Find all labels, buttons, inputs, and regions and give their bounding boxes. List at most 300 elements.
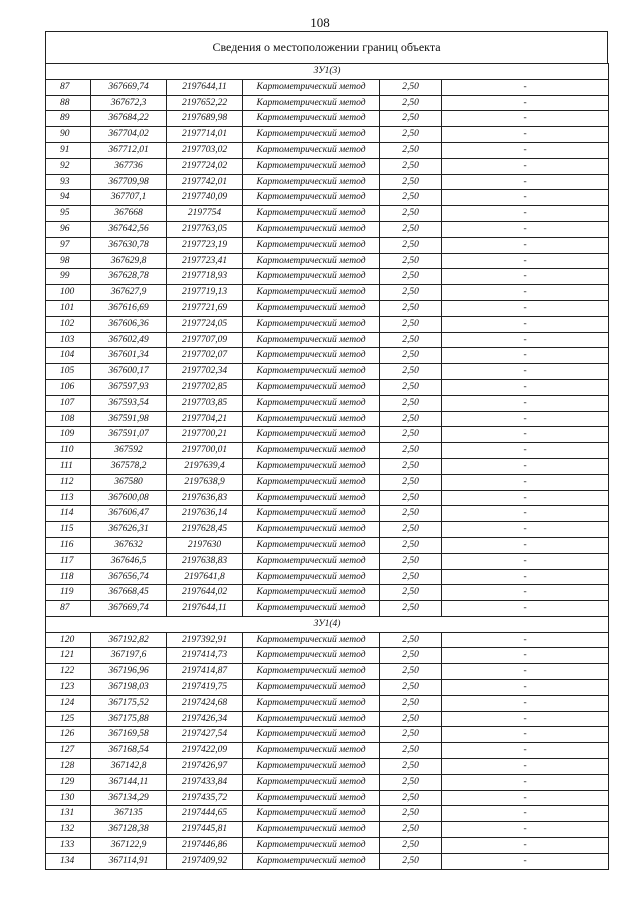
table-row bbox=[46, 632, 609, 648]
table-row bbox=[46, 806, 609, 822]
table-row bbox=[46, 237, 609, 253]
point-number-cell: 100 bbox=[46, 285, 91, 301]
accuracy-cell: 2,50 bbox=[380, 664, 442, 680]
boundary-coordinates-table bbox=[45, 63, 609, 870]
point-number-cell: 130 bbox=[46, 790, 91, 806]
x-coordinate-cell: 367197,6 bbox=[91, 648, 167, 664]
method-cell: Картометрический метод bbox=[243, 743, 380, 759]
method-cell: Картометрический метод bbox=[243, 379, 380, 395]
x-coordinate-cell: 367656,74 bbox=[91, 569, 167, 585]
description-cell: - bbox=[442, 253, 609, 269]
accuracy-cell: 2,50 bbox=[380, 300, 442, 316]
table-row bbox=[46, 158, 609, 174]
method-cell: Картометрический метод bbox=[243, 522, 380, 538]
point-number-cell: 120 bbox=[46, 632, 91, 648]
method-cell: Картометрический метод bbox=[243, 221, 380, 237]
table-row bbox=[46, 190, 609, 206]
table-row bbox=[46, 332, 609, 348]
x-coordinate-cell: 367642,56 bbox=[91, 221, 167, 237]
accuracy-cell: 2,50 bbox=[380, 221, 442, 237]
description-cell: - bbox=[442, 95, 609, 111]
table-row bbox=[46, 95, 609, 111]
description-cell: - bbox=[442, 379, 609, 395]
y-coordinate-cell: 2197630 bbox=[167, 537, 243, 553]
method-cell: Картометрический метод bbox=[243, 711, 380, 727]
accuracy-cell: 2,50 bbox=[380, 743, 442, 759]
method-cell: Картометрический метод bbox=[243, 853, 380, 869]
description-cell: - bbox=[442, 237, 609, 253]
y-coordinate-cell: 2197740,09 bbox=[167, 190, 243, 206]
description-cell: - bbox=[442, 316, 609, 332]
point-number-cell: 114 bbox=[46, 506, 91, 522]
method-cell: Картометрический метод bbox=[243, 237, 380, 253]
method-cell: Картометрический метод bbox=[243, 695, 380, 711]
description-cell: - bbox=[442, 490, 609, 506]
table-row bbox=[46, 285, 609, 301]
accuracy-cell: 2,50 bbox=[380, 569, 442, 585]
description-cell: - bbox=[442, 458, 609, 474]
accuracy-cell: 2,50 bbox=[380, 806, 442, 822]
method-cell: Картометрический метод bbox=[243, 838, 380, 854]
table-row bbox=[46, 522, 609, 538]
group-name: ЗУ1(3) bbox=[46, 64, 609, 80]
accuracy-cell: 2,50 bbox=[380, 411, 442, 427]
x-coordinate-cell: 367591,98 bbox=[91, 411, 167, 427]
accuracy-cell: 2,50 bbox=[380, 190, 442, 206]
table-row bbox=[46, 695, 609, 711]
description-cell: - bbox=[442, 158, 609, 174]
table-row bbox=[46, 127, 609, 143]
description-cell: - bbox=[442, 853, 609, 869]
method-cell: Картометрический метод bbox=[243, 506, 380, 522]
y-coordinate-cell: 2197427,54 bbox=[167, 727, 243, 743]
y-coordinate-cell: 2197426,97 bbox=[167, 759, 243, 775]
x-coordinate-cell: 367592 bbox=[91, 443, 167, 459]
point-number-cell: 106 bbox=[46, 379, 91, 395]
page-number: 108 bbox=[310, 15, 330, 30]
table-row bbox=[46, 411, 609, 427]
x-coordinate-cell: 367600,08 bbox=[91, 490, 167, 506]
table-row bbox=[46, 364, 609, 380]
x-coordinate-cell: 367627,9 bbox=[91, 285, 167, 301]
accuracy-cell: 2,50 bbox=[380, 695, 442, 711]
table-row bbox=[46, 269, 609, 285]
x-coordinate-cell: 367668 bbox=[91, 206, 167, 222]
accuracy-cell: 2,50 bbox=[380, 111, 442, 127]
table-row bbox=[46, 711, 609, 727]
x-coordinate-cell: 367134,29 bbox=[91, 790, 167, 806]
x-coordinate-cell: 367669,74 bbox=[91, 601, 167, 617]
table-row bbox=[46, 790, 609, 806]
table-row bbox=[46, 822, 609, 838]
point-number-cell: 128 bbox=[46, 759, 91, 775]
y-coordinate-cell: 2197754 bbox=[167, 206, 243, 222]
description-cell: - bbox=[442, 395, 609, 411]
description-cell: - bbox=[442, 285, 609, 301]
table-row bbox=[46, 316, 609, 332]
point-number-cell: 113 bbox=[46, 490, 91, 506]
y-coordinate-cell: 2197652,22 bbox=[167, 95, 243, 111]
description-cell: - bbox=[442, 806, 609, 822]
x-coordinate-cell: 367114,91 bbox=[91, 853, 167, 869]
point-number-cell: 123 bbox=[46, 680, 91, 696]
x-coordinate-cell: 367712,01 bbox=[91, 142, 167, 158]
y-coordinate-cell: 2197703,85 bbox=[167, 395, 243, 411]
table-row bbox=[46, 853, 609, 869]
accuracy-cell: 2,50 bbox=[380, 774, 442, 790]
point-number-cell: 110 bbox=[46, 443, 91, 459]
method-cell: Картометрический метод bbox=[243, 806, 380, 822]
method-cell: Картометрический метод bbox=[243, 348, 380, 364]
method-cell: Картометрический метод bbox=[243, 395, 380, 411]
accuracy-cell: 2,50 bbox=[380, 285, 442, 301]
method-cell: Картометрический метод bbox=[243, 774, 380, 790]
x-coordinate-cell: 367169,58 bbox=[91, 727, 167, 743]
point-number-cell: 98 bbox=[46, 253, 91, 269]
x-coordinate-cell: 367580 bbox=[91, 474, 167, 490]
description-cell: - bbox=[442, 664, 609, 680]
accuracy-cell: 2,50 bbox=[380, 427, 442, 443]
accuracy-cell: 2,50 bbox=[380, 680, 442, 696]
table-row bbox=[46, 838, 609, 854]
method-cell: Картометрический метод bbox=[243, 190, 380, 206]
method-cell: Картометрический метод bbox=[243, 632, 380, 648]
y-coordinate-cell: 2197644,11 bbox=[167, 601, 243, 617]
description-cell: - bbox=[442, 348, 609, 364]
y-coordinate-cell: 2197409,92 bbox=[167, 853, 243, 869]
method-cell: Картометрический метод bbox=[243, 411, 380, 427]
description-cell: - bbox=[442, 790, 609, 806]
y-coordinate-cell: 2197718,93 bbox=[167, 269, 243, 285]
accuracy-cell: 2,50 bbox=[380, 206, 442, 222]
description-cell: - bbox=[442, 680, 609, 696]
point-number-cell: 121 bbox=[46, 648, 91, 664]
x-coordinate-cell: 367684,22 bbox=[91, 111, 167, 127]
description-cell: - bbox=[442, 727, 609, 743]
method-cell: Картометрический метод bbox=[243, 759, 380, 775]
point-number-cell: 107 bbox=[46, 395, 91, 411]
y-coordinate-cell: 2197707,09 bbox=[167, 332, 243, 348]
y-coordinate-cell: 2197424,68 bbox=[167, 695, 243, 711]
accuracy-cell: 2,50 bbox=[380, 790, 442, 806]
accuracy-cell: 2,50 bbox=[380, 537, 442, 553]
table-row bbox=[46, 206, 609, 222]
point-number-cell: 99 bbox=[46, 269, 91, 285]
description-cell: - bbox=[442, 506, 609, 522]
x-coordinate-cell: 367606,47 bbox=[91, 506, 167, 522]
x-coordinate-cell: 367672,3 bbox=[91, 95, 167, 111]
point-number-cell: 101 bbox=[46, 300, 91, 316]
table-row bbox=[46, 174, 609, 190]
point-number-cell: 116 bbox=[46, 537, 91, 553]
y-coordinate-cell: 2197426,34 bbox=[167, 711, 243, 727]
method-cell: Картометрический метод bbox=[243, 95, 380, 111]
x-coordinate-cell: 367646,5 bbox=[91, 553, 167, 569]
description-cell: - bbox=[442, 190, 609, 206]
description-cell: - bbox=[442, 142, 609, 158]
point-number-cell: 131 bbox=[46, 806, 91, 822]
table-row bbox=[46, 743, 609, 759]
point-number-cell: 118 bbox=[46, 569, 91, 585]
point-number-cell: 89 bbox=[46, 111, 91, 127]
point-number-cell: 92 bbox=[46, 158, 91, 174]
point-number-cell: 124 bbox=[46, 695, 91, 711]
accuracy-cell: 2,50 bbox=[380, 95, 442, 111]
table-row bbox=[46, 300, 609, 316]
method-cell: Картометрический метод bbox=[243, 142, 380, 158]
table-row bbox=[46, 474, 609, 490]
table-row bbox=[46, 774, 609, 790]
x-coordinate-cell: 367626,31 bbox=[91, 522, 167, 538]
description-cell: - bbox=[442, 300, 609, 316]
table-row bbox=[46, 664, 609, 680]
accuracy-cell: 2,50 bbox=[380, 364, 442, 380]
y-coordinate-cell: 2197721,69 bbox=[167, 300, 243, 316]
description-cell: - bbox=[442, 822, 609, 838]
y-coordinate-cell: 2197641,8 bbox=[167, 569, 243, 585]
point-number-cell: 104 bbox=[46, 348, 91, 364]
y-coordinate-cell: 2197644,02 bbox=[167, 585, 243, 601]
accuracy-cell: 2,50 bbox=[380, 759, 442, 775]
method-cell: Картометрический метод bbox=[243, 158, 380, 174]
point-number-cell: 117 bbox=[46, 553, 91, 569]
x-coordinate-cell: 367142,8 bbox=[91, 759, 167, 775]
point-number-cell: 94 bbox=[46, 190, 91, 206]
accuracy-cell: 2,50 bbox=[380, 379, 442, 395]
accuracy-cell: 2,50 bbox=[380, 553, 442, 569]
table-row bbox=[46, 727, 609, 743]
x-coordinate-cell: 367175,52 bbox=[91, 695, 167, 711]
y-coordinate-cell: 2197414,73 bbox=[167, 648, 243, 664]
y-coordinate-cell: 2197644,11 bbox=[167, 79, 243, 95]
method-cell: Картометрический метод bbox=[243, 300, 380, 316]
description-cell: - bbox=[442, 553, 609, 569]
accuracy-cell: 2,50 bbox=[380, 474, 442, 490]
y-coordinate-cell: 2197638,9 bbox=[167, 474, 243, 490]
y-coordinate-cell: 2197723,19 bbox=[167, 237, 243, 253]
method-cell: Картометрический метод bbox=[243, 364, 380, 380]
x-coordinate-cell: 367630,78 bbox=[91, 237, 167, 253]
x-coordinate-cell: 367707,1 bbox=[91, 190, 167, 206]
table-row bbox=[46, 458, 609, 474]
y-coordinate-cell: 2197714,01 bbox=[167, 127, 243, 143]
y-coordinate-cell: 2197639,4 bbox=[167, 458, 243, 474]
y-coordinate-cell: 2197636,14 bbox=[167, 506, 243, 522]
point-number-cell: 103 bbox=[46, 332, 91, 348]
y-coordinate-cell: 2197638,83 bbox=[167, 553, 243, 569]
method-cell: Картометрический метод bbox=[243, 648, 380, 664]
x-coordinate-cell: 367591,07 bbox=[91, 427, 167, 443]
accuracy-cell: 2,50 bbox=[380, 316, 442, 332]
description-cell: - bbox=[442, 537, 609, 553]
method-cell: Картометрический метод bbox=[243, 111, 380, 127]
table-row bbox=[46, 601, 609, 617]
method-cell: Картометрический метод bbox=[243, 822, 380, 838]
x-coordinate-cell: 367175,88 bbox=[91, 711, 167, 727]
description-cell: - bbox=[442, 632, 609, 648]
table-body bbox=[46, 64, 609, 870]
method-cell: Картометрический метод bbox=[243, 332, 380, 348]
description-cell: - bbox=[442, 522, 609, 538]
accuracy-cell: 2,50 bbox=[380, 522, 442, 538]
method-cell: Картометрический метод bbox=[243, 443, 380, 459]
description-cell: - bbox=[442, 269, 609, 285]
x-coordinate-cell: 367704,02 bbox=[91, 127, 167, 143]
table-row bbox=[46, 506, 609, 522]
accuracy-cell: 2,50 bbox=[380, 253, 442, 269]
accuracy-cell: 2,50 bbox=[380, 127, 442, 143]
description-cell: - bbox=[442, 648, 609, 664]
y-coordinate-cell: 2197704,21 bbox=[167, 411, 243, 427]
description-cell: - bbox=[442, 743, 609, 759]
accuracy-cell: 2,50 bbox=[380, 443, 442, 459]
accuracy-cell: 2,50 bbox=[380, 142, 442, 158]
table-row bbox=[46, 490, 609, 506]
table-row bbox=[46, 553, 609, 569]
y-coordinate-cell: 2197702,07 bbox=[167, 348, 243, 364]
accuracy-cell: 2,50 bbox=[380, 648, 442, 664]
point-number-cell: 111 bbox=[46, 458, 91, 474]
point-number-cell: 119 bbox=[46, 585, 91, 601]
y-coordinate-cell: 2197702,34 bbox=[167, 364, 243, 380]
accuracy-cell: 2,50 bbox=[380, 632, 442, 648]
x-coordinate-cell: 367135 bbox=[91, 806, 167, 822]
description-cell: - bbox=[442, 364, 609, 380]
description-cell: - bbox=[442, 111, 609, 127]
y-coordinate-cell: 2197719,13 bbox=[167, 285, 243, 301]
method-cell: Картометрический метод bbox=[243, 537, 380, 553]
method-cell: Картометрический метод bbox=[243, 474, 380, 490]
method-cell: Картометрический метод bbox=[243, 79, 380, 95]
x-coordinate-cell: 367600,17 bbox=[91, 364, 167, 380]
accuracy-cell: 2,50 bbox=[380, 853, 442, 869]
point-number-cell: 102 bbox=[46, 316, 91, 332]
method-cell: Картометрический метод bbox=[243, 664, 380, 680]
method-cell: Картометрический метод bbox=[243, 285, 380, 301]
description-cell: - bbox=[442, 569, 609, 585]
method-cell: Картометрический метод bbox=[243, 680, 380, 696]
x-coordinate-cell: 367168,54 bbox=[91, 743, 167, 759]
point-number-cell: 134 bbox=[46, 853, 91, 869]
table-row bbox=[46, 585, 609, 601]
x-coordinate-cell: 367122,9 bbox=[91, 838, 167, 854]
x-coordinate-cell: 367192,82 bbox=[91, 632, 167, 648]
method-cell: Картометрический метод bbox=[243, 174, 380, 190]
description-cell: - bbox=[442, 206, 609, 222]
y-coordinate-cell: 2197724,02 bbox=[167, 158, 243, 174]
x-coordinate-cell: 367616,69 bbox=[91, 300, 167, 316]
point-number-cell: 127 bbox=[46, 743, 91, 759]
table-title: Сведения о местоположении границ объекта bbox=[45, 31, 608, 63]
accuracy-cell: 2,50 bbox=[380, 585, 442, 601]
x-coordinate-cell: 367128,38 bbox=[91, 822, 167, 838]
table-row bbox=[46, 142, 609, 158]
accuracy-cell: 2,50 bbox=[380, 237, 442, 253]
description-cell: - bbox=[442, 774, 609, 790]
y-coordinate-cell: 2197636,83 bbox=[167, 490, 243, 506]
method-cell: Картометрический метод bbox=[243, 601, 380, 617]
accuracy-cell: 2,50 bbox=[380, 79, 442, 95]
x-coordinate-cell: 367669,74 bbox=[91, 79, 167, 95]
y-coordinate-cell: 2197700,01 bbox=[167, 443, 243, 459]
y-coordinate-cell: 2197689,98 bbox=[167, 111, 243, 127]
table-row bbox=[46, 253, 609, 269]
description-cell: - bbox=[442, 838, 609, 854]
description-cell: - bbox=[442, 601, 609, 617]
y-coordinate-cell: 2197703,02 bbox=[167, 142, 243, 158]
y-coordinate-cell: 2197723,41 bbox=[167, 253, 243, 269]
accuracy-cell: 2,50 bbox=[380, 458, 442, 474]
y-coordinate-cell: 2197702,85 bbox=[167, 379, 243, 395]
y-coordinate-cell: 2197392,91 bbox=[167, 632, 243, 648]
accuracy-cell: 2,50 bbox=[380, 838, 442, 854]
method-cell: Картометрический метод bbox=[243, 727, 380, 743]
x-coordinate-cell: 367736 bbox=[91, 158, 167, 174]
group-header-row bbox=[46, 64, 609, 80]
accuracy-cell: 2,50 bbox=[380, 269, 442, 285]
x-coordinate-cell: 367602,49 bbox=[91, 332, 167, 348]
description-cell: - bbox=[442, 79, 609, 95]
point-number-cell: 108 bbox=[46, 411, 91, 427]
x-coordinate-cell: 367606,36 bbox=[91, 316, 167, 332]
y-coordinate-cell: 2197419,75 bbox=[167, 680, 243, 696]
accuracy-cell: 2,50 bbox=[380, 332, 442, 348]
point-number-cell: 90 bbox=[46, 127, 91, 143]
description-cell: - bbox=[442, 174, 609, 190]
description-cell: - bbox=[442, 127, 609, 143]
x-coordinate-cell: 367668,45 bbox=[91, 585, 167, 601]
accuracy-cell: 2,50 bbox=[380, 490, 442, 506]
point-number-cell: 91 bbox=[46, 142, 91, 158]
method-cell: Картометрический метод bbox=[243, 427, 380, 443]
table-row bbox=[46, 395, 609, 411]
x-coordinate-cell: 367628,78 bbox=[91, 269, 167, 285]
table-row bbox=[46, 648, 609, 664]
accuracy-cell: 2,50 bbox=[380, 727, 442, 743]
x-coordinate-cell: 367144,11 bbox=[91, 774, 167, 790]
description-cell: - bbox=[442, 443, 609, 459]
point-number-cell: 95 bbox=[46, 206, 91, 222]
accuracy-cell: 2,50 bbox=[380, 348, 442, 364]
point-number-cell: 115 bbox=[46, 522, 91, 538]
group-name: ЗУ1(4) bbox=[46, 616, 609, 632]
point-number-cell: 105 bbox=[46, 364, 91, 380]
point-number-cell: 112 bbox=[46, 474, 91, 490]
method-cell: Картометрический метод bbox=[243, 253, 380, 269]
x-coordinate-cell: 367578,2 bbox=[91, 458, 167, 474]
table-row bbox=[46, 79, 609, 95]
y-coordinate-cell: 2197628,45 bbox=[167, 522, 243, 538]
accuracy-cell: 2,50 bbox=[380, 822, 442, 838]
method-cell: Картометрический метод bbox=[243, 206, 380, 222]
description-cell: - bbox=[442, 332, 609, 348]
table-row bbox=[46, 221, 609, 237]
point-number-cell: 93 bbox=[46, 174, 91, 190]
point-number-cell: 97 bbox=[46, 237, 91, 253]
description-cell: - bbox=[442, 711, 609, 727]
x-coordinate-cell: 367601,34 bbox=[91, 348, 167, 364]
description-cell: - bbox=[442, 585, 609, 601]
point-number-cell: 87 bbox=[46, 601, 91, 617]
point-number-cell: 96 bbox=[46, 221, 91, 237]
y-coordinate-cell: 2197763,05 bbox=[167, 221, 243, 237]
point-number-cell: 126 bbox=[46, 727, 91, 743]
y-coordinate-cell: 2197742,01 bbox=[167, 174, 243, 190]
point-number-cell: 129 bbox=[46, 774, 91, 790]
point-number-cell: 87 bbox=[46, 79, 91, 95]
y-coordinate-cell: 2197422,09 bbox=[167, 743, 243, 759]
y-coordinate-cell: 2197445,81 bbox=[167, 822, 243, 838]
